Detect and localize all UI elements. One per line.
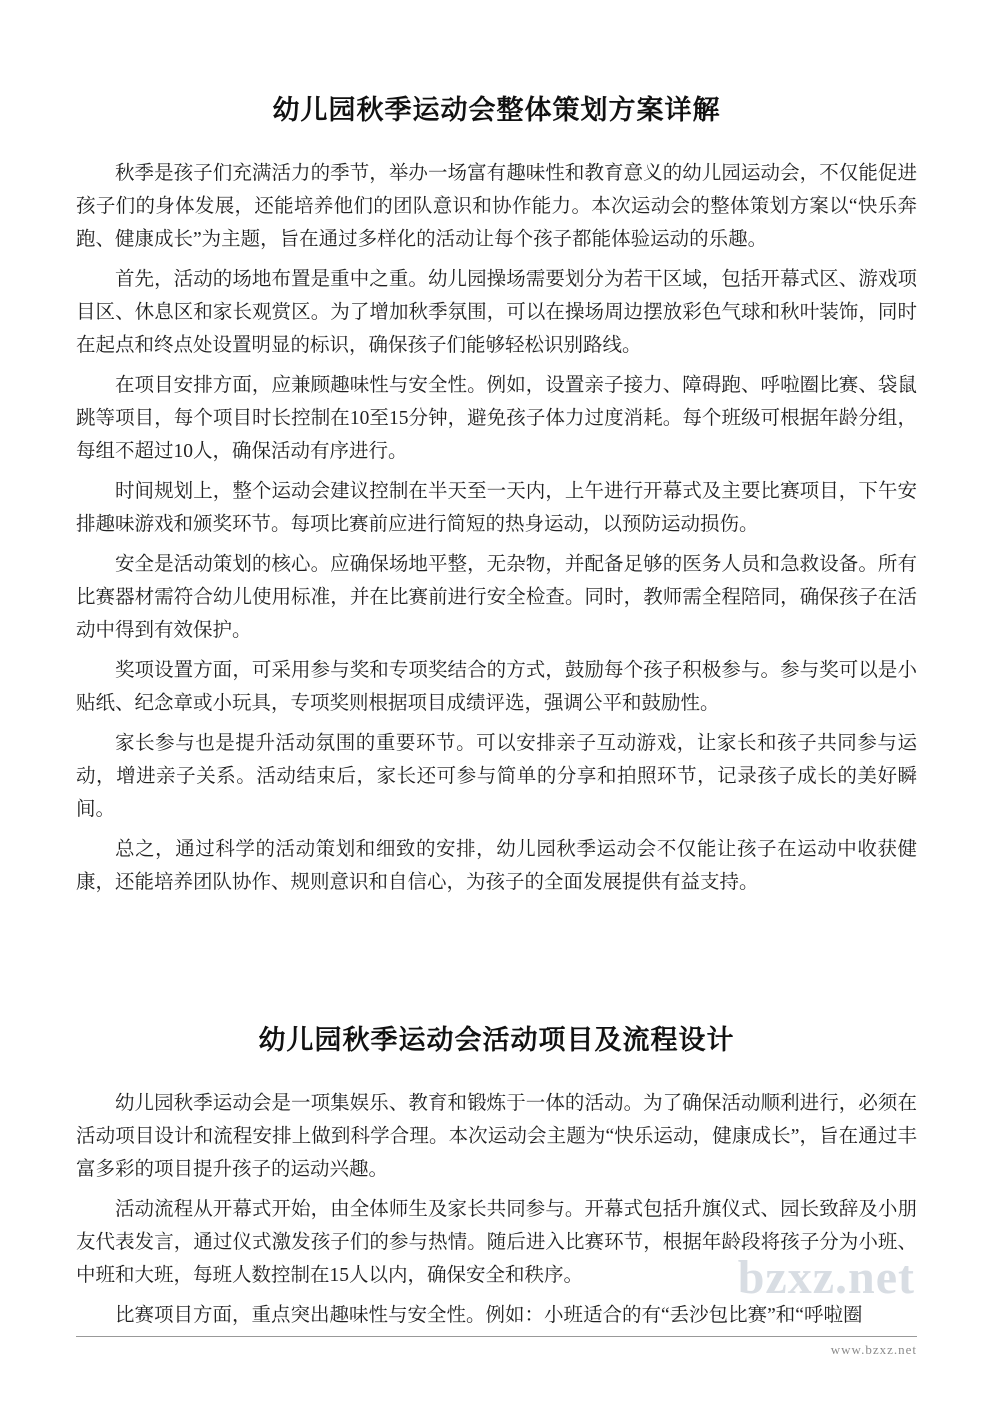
- footer-site-url: www.bzxz.net: [830, 1342, 917, 1357]
- doc1-body: [76, 157, 917, 899]
- doc2-paragraph-1: 幼儿园秋季运动会是一项集娱乐、教育和锻炼于一体的活动。为了确保活动顺利进行，必须在活动项目设计和流程安排上做到科学合理。本次运动会主题为“快乐运动，健康成长”，旨在通过丰富多彩的项目提升孩子的运动兴趣。: [76, 1093, 917, 1180]
- doc2-paragraph-2: 活动流程从开幕式开始，由全体师生及家长共同参与。开幕式包括升旗仪式、园长致辞及小朋友代表发言，通过仪式激发孩子们的参与热情。随后进入比赛环节，根据年龄段将孩子分为小班、中班和大班，每班人数控制在15人以内，确保安全和秩序。: [76, 1199, 917, 1286]
- doc1-paragraph-7: 家长参与也是提升活动氛围的重要环节。可以安排亲子互动游戏，让家长和孩子共同参与运动，增进亲子关系。活动结束后，家长还可参与简单的分享和拍照环节，记录孩子成长的美好瞬间。: [76, 733, 917, 820]
- doc2-title: 幼儿园秋季运动会活动项目及流程设计: [258, 1025, 735, 1055]
- doc1-title: 幼儿园秋季运动会整体策划方案详解: [272, 95, 721, 125]
- watermark-text: bzxz.net: [737, 1251, 915, 1304]
- footer-divider: [76, 1336, 917, 1337]
- doc1-paragraph-5: 安全是活动策划的核心。应确保场地平整，无杂物，并配备足够的医务人员和急救设备。所有比赛器材需符合幼儿使用标准，并在比赛前进行安全检查。同时，教师需全程陪同，确保孩子在活动中得到有效保护。: [76, 554, 917, 641]
- doc2-paragraph-3: 比赛项目方面，重点突出趣味性与安全性。例如：小班适合的有“丢沙包比赛”和“呼啦圈: [115, 1305, 863, 1326]
- doc1-paragraph-2: 首先，活动的场地布置是重中之重。幼儿园操场需要划分为若干区域，包括开幕式区、游戏项目区、休息区和家长观赏区。为了增加秋季氛围，可以在操场周边摆放彩色气球和秋叶装饰，同时在起点和终点处设置明显的标识，确保孩子们能够轻松识别路线。: [76, 269, 917, 356]
- doc2-body: [76, 1087, 917, 1332]
- doc1-paragraph-6: 奖项设置方面，可采用参与奖和专项奖结合的方式，鼓励每个孩子积极参与。参与奖可以是小贴纸、纪念章或小玩具，专项奖则根据项目成绩评选，强调公平和鼓励性。: [76, 660, 917, 714]
- doc1-paragraph-4: 时间规划上，整个运动会建议控制在半天至一天内，上午进行开幕式及主要比赛项目，下午安排趣味游戏和颁奖环节。每项比赛前应进行简短的热身运动，以预防运动损伤。: [76, 481, 917, 535]
- doc1-paragraph-3: 在项目安排方面，应兼顾趣味性与安全性。例如，设置亲子接力、障碍跑、呼啦圈比赛、袋鼠跳等项目，每个项目时长控制在10至15分钟，避免孩子体力过度消耗。每个班级可根据年龄分组，每组不超过10人，确保活动有序进行。: [76, 375, 917, 462]
- doc1-paragraph-8: 总之，通过科学的活动策划和细致的安排，幼儿园秋季运动会不仅能让孩子在运动中收获健康，还能培养团队协作、规则意识和自信心，为孩子的全面发展提供有益支持。: [76, 839, 917, 893]
- doc1-paragraph-1: 秋季是孩子们充满活力的季节，举办一场富有趣味性和教育意义的幼儿园运动会，不仅能促进孩子们的身体发展，还能培养他们的团队意识和协作能力。本次运动会的整体策划方案以“快乐奔跑、健康成长”为主题，旨在通过多样化的活动让每个孩子都能体验运动的乐趣。: [76, 163, 917, 250]
